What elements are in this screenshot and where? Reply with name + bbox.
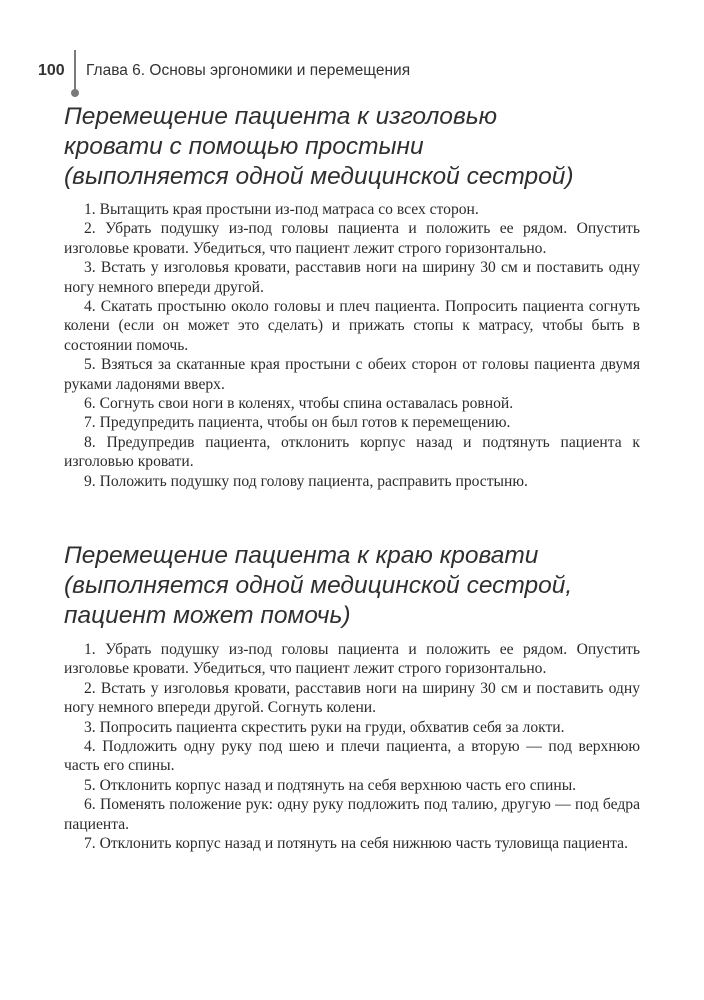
section-2-title-line: (выполняется одной медицинской сестрой,	[64, 572, 573, 599]
section-1-step: 7. Предупредить пациента, чтобы он был готов к перемещению.	[84, 414, 511, 432]
section-2-step: 6. Поменять положение рук: одну руку подложить под талию, другую — под бедра пациента.	[64, 796, 640, 833]
section-2-step: 1. Убрать подушку из-под головы пациента и положить ее рядом. Опустить изголовье кровати. Убедиться, что пациент лежит строго горизонтально.	[64, 641, 640, 678]
chapter-title: Глава 6. Основы эргономики и перемещения	[86, 62, 411, 79]
section-1-title	[64, 102, 664, 192]
page-number: 100	[38, 62, 65, 79]
section-1-title-line: Перемещение пациента к изголовью	[64, 103, 498, 130]
section-1-step: 5. Взяться за скатанные края простыни с обеих сторон от головы пациента двумя руками ладонями вверх.	[64, 356, 640, 393]
section-1-step: 1. Вытащить края простыни из-под матраса со всех сторон.	[84, 201, 479, 218]
section-2-title-line: пациент может помочь)	[64, 602, 351, 629]
section-1-step: 9. Положить подушку под голову пациента, расправить простыню.	[84, 472, 528, 490]
section-1-step: 6. Согнуть свои ноги в коленях, чтобы спина оставалась ровной.	[84, 395, 514, 413]
section-1-step: 2. Убрать подушку из-под головы пациента и положить ее рядом. Опустить изголовье кровати. Убедиться, что пациент лежит строго горизонтально.	[64, 220, 640, 257]
section-2-step: 3. Попросить пациента скрестить руки на груди, обхватив себя за локти.	[84, 718, 565, 736]
section-1-step: 8. Предупредив пациента, отклонить корпус назад и подтянуть пациента к изголовью кровати.	[64, 433, 640, 471]
page-header	[38, 58, 411, 84]
section-2-step: 2. Встать у изголовья кровати, расставив ноги на ширину 30 см и поставить одну ногу немного впереди другой. Согнуть колени.	[64, 679, 640, 717]
section-2-step: 7. Отклонить корпус назад и потянуть на себя нижнюю часть туловища пациента.	[84, 835, 628, 853]
section-2-step: 5. Отклонить корпус назад и подтянуть на себя верхнюю часть его спины.	[84, 776, 577, 794]
header-divider-dot	[71, 89, 79, 97]
section-1-step: 3. Встать у изголовья кровати, расставив ноги на ширину 30 см и поставить одну ногу немного впереди другой.	[64, 259, 640, 296]
section-2-step: 4. Подложить одну руку под шею и плечи пациента, а вторую — под верхнюю часть его спины.	[64, 738, 640, 775]
section-2-steps	[64, 640, 640, 853]
section-1-title-line: (выполняется одной медицинской сестрой)	[64, 163, 574, 190]
section-1-title-line: кровати с помощью простыни	[64, 133, 424, 160]
section-2-title-line: Перемещение пациента к краю кровати	[64, 542, 539, 569]
section-1-steps	[64, 200, 640, 491]
section-2-title	[64, 541, 664, 631]
header-divider	[74, 50, 76, 90]
section-1-step: 4. Скатать простыню около головы и плеч пациента. Попросить пациента согнуть колени (если он может это сделать) и прижать стопы к матрасу, чтобы быть в состоянии помочь.	[64, 298, 640, 354]
